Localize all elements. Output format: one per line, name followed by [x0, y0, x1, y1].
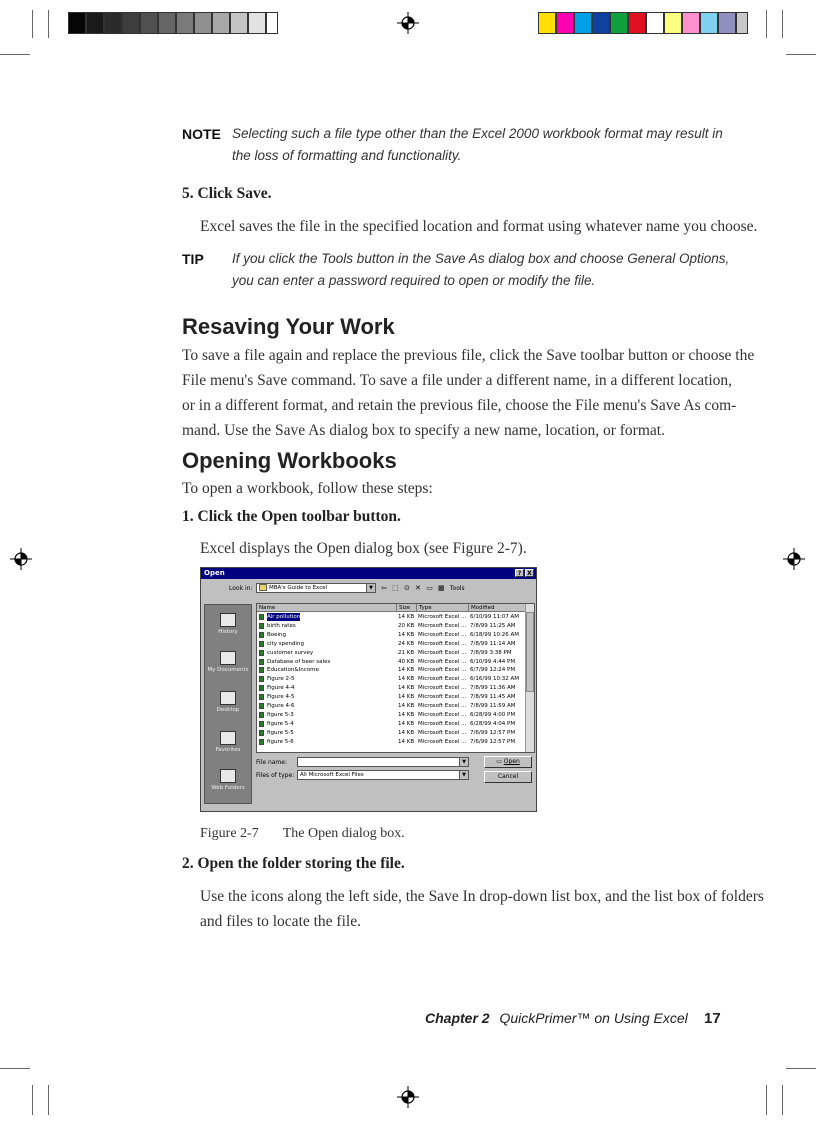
file-type: Microsoft Excel ...: [418, 676, 467, 683]
file-row[interactable]: [257, 666, 527, 674]
step-5-result: Excel saves the file in the specified location and format using whatever name you choose.: [200, 218, 758, 235]
file-size: 14 KB: [398, 703, 415, 709]
resaving-paragraph: To save a file again and replace the previous file, click the Save toolbar button or choose the File menu's Save command. To save a file under a different name, in a different location, or in a different format, and retain the previous file, choose the File menu's Save As com- mand. Use the Save As dialog box to specify a new name, location, or format.: [182, 347, 755, 439]
tools-menu[interactable]: Tools: [449, 585, 465, 592]
desktop-icon: [220, 691, 236, 705]
dialog-toolbar: [381, 583, 501, 593]
file-row[interactable]: [257, 631, 527, 639]
file-row[interactable]: [257, 675, 527, 683]
file-row[interactable]: [257, 711, 527, 719]
file-size: 14 KB: [398, 667, 415, 674]
excel-file-icon: [259, 614, 264, 620]
file-type: Microsoft Excel ...: [418, 711, 467, 718]
file-name: Figure 4-4: [267, 685, 295, 692]
file-type: Microsoft Excel ...: [418, 649, 467, 656]
file-name-label: File name:: [256, 759, 287, 766]
file-type: Microsoft Excel ...: [418, 667, 467, 674]
tip-label: TIP: [182, 251, 204, 267]
new-folder-icon[interactable]: ▭: [426, 584, 433, 592]
figure-caption-text: The Open dialog box.: [282, 826, 405, 841]
file-row[interactable]: [257, 720, 527, 728]
column-header-size[interactable]: Size: [397, 604, 417, 612]
look-in-dropdown[interactable]: MBA's Guide to Excel ▼: [256, 583, 376, 593]
open-button[interactable]: ▭ Open: [484, 756, 532, 768]
file-name: Database of beer sales: [267, 658, 331, 665]
step-5-title: 5. Click Save.: [182, 185, 272, 202]
step-1-result: Excel displays the Open dialog box (see Figure 2-7).: [200, 540, 527, 557]
web-folders-icon: [220, 769, 236, 783]
open-folder-icon: ▭: [496, 758, 504, 765]
tip-text: If you click the Tools button in the Save As dialog box and choose General Options, you can enter a password required to open or modify the file.: [232, 251, 730, 288]
step-2-title: 2. Open the folder storing the file.: [182, 855, 405, 872]
excel-file-icon: [259, 694, 264, 700]
column-header-name[interactable]: Name: [257, 604, 397, 612]
figure-number: Figure 2-7: [200, 826, 259, 841]
file-name: Figure 2-5: [267, 676, 295, 683]
file-modified: 7/6/99 12:57 PM: [470, 729, 516, 736]
file-row[interactable]: [257, 702, 527, 710]
resaving-heading: Resaving Your Work: [182, 314, 395, 339]
up-folder-icon[interactable]: ⬚: [392, 584, 399, 592]
file-type: Microsoft Excel ...: [418, 658, 467, 665]
file-type: Microsoft Excel ...: [418, 720, 467, 727]
file-name: figure 5-5: [267, 729, 294, 736]
file-size: 24 KB: [398, 640, 415, 647]
note-text: Selecting such a file type other than the Excel 2000 workbook format may result in the loss of formatting and functionality.: [232, 126, 723, 163]
column-header-modified[interactable]: Modified: [469, 604, 527, 612]
places-item-history[interactable]: History: [205, 613, 251, 635]
file-row[interactable]: [257, 684, 527, 692]
file-size: 14 KB: [398, 614, 415, 620]
close-button[interactable]: X: [525, 569, 534, 577]
file-modified: 6/10/99 11:07 AM: [470, 614, 520, 620]
favorites-icon: [220, 731, 236, 745]
file-modified: 7/8/99 11:25 AM: [470, 622, 516, 629]
files-of-type-dropdown[interactable]: All Microsoft Excel Files ▼: [297, 770, 469, 780]
opening-intro: To open a workbook, follow these steps:: [182, 480, 433, 497]
search-web-icon[interactable]: ⊙: [403, 584, 410, 592]
file-row[interactable]: [257, 693, 527, 701]
file-size: 14 KB: [398, 711, 415, 718]
file-name: Boeing: [267, 631, 287, 638]
file-name: figure 5-6: [267, 738, 294, 745]
delete-icon[interactable]: ✕: [415, 584, 421, 592]
file-modified: 7/6/99 12:57 PM: [470, 738, 516, 745]
footer-title: QuickPrimer™ on Using Excel: [499, 1010, 688, 1026]
file-size: 14 KB: [398, 694, 415, 701]
excel-file-icon: [259, 659, 264, 665]
file-name: Figure 4-5: [267, 694, 295, 701]
excel-file-icon: [259, 641, 264, 647]
file-row[interactable]: [257, 613, 527, 621]
file-size: 20 KB: [398, 622, 415, 629]
chevron-down-icon: ▼: [459, 771, 468, 779]
file-list[interactable]: [256, 603, 535, 753]
views-icon[interactable]: ▦: [438, 584, 445, 592]
column-header-type[interactable]: Type: [417, 604, 469, 612]
file-row[interactable]: [257, 640, 527, 648]
page-number: 17: [704, 1010, 721, 1027]
file-modified: 7/8/99 11:59 AM: [470, 703, 516, 709]
dialog-title: Open: [204, 569, 225, 577]
file-modified: 6/18/99 10:26 AM: [470, 631, 520, 638]
places-item-my-documents[interactable]: My Documents: [205, 651, 251, 673]
file-list-scrollbar[interactable]: [525, 604, 534, 752]
excel-file-icon: [259, 623, 264, 629]
registration-mark-icon: [397, 12, 419, 34]
files-of-type-label: Files of type:: [256, 772, 295, 779]
file-type: Microsoft Excel ...: [418, 738, 467, 745]
file-type: Microsoft Excel ...: [418, 631, 467, 638]
file-size: 14 KB: [398, 631, 415, 638]
file-modified: 6/16/99 10:32 AM: [470, 676, 520, 683]
file-type: Microsoft Excel ...: [418, 622, 467, 629]
file-type: Microsoft Excel ...: [418, 729, 467, 736]
opening-heading: Opening Workbooks: [182, 448, 397, 473]
file-size: 21 KB: [398, 649, 415, 656]
file-modified: 6/28/99 4:04 PM: [470, 720, 516, 727]
file-size: 14 KB: [398, 676, 415, 683]
file-size: 40 KB: [398, 658, 415, 665]
file-name: figure 5-4: [267, 720, 294, 727]
footer-chapter: Chapter 2: [425, 1010, 490, 1026]
file-name: city spending: [267, 640, 304, 647]
step-1-title: 1. Click the Open toolbar button.: [182, 508, 401, 525]
my-documents-icon: [220, 651, 236, 665]
file-type: Microsoft Excel ...: [418, 614, 467, 620]
scrollbar-thumb[interactable]: [526, 612, 534, 692]
file-modified: 6/7/99 12:24 PM: [470, 667, 516, 674]
open-dialog: [200, 567, 537, 812]
file-row[interactable]: [257, 649, 527, 657]
file-name-input[interactable]: [297, 757, 469, 767]
file-modified: 6/10/99 4:44 PM: [470, 658, 516, 665]
file-type: Microsoft Excel ...: [418, 703, 467, 709]
step-2-instructions: Use the icons along the left side, the Save In drop-down list box, and the list box of folders and files to locate the file.: [200, 888, 764, 930]
places-item-favorites[interactable]: Favorites: [205, 731, 251, 753]
registration-mark-icon: [10, 548, 32, 570]
file-size: 14 KB: [398, 685, 415, 692]
places-item-desktop[interactable]: Desktop: [205, 691, 251, 713]
file-row[interactable]: [257, 622, 527, 630]
file-name: customer survey: [267, 649, 314, 656]
excel-file-icon: [259, 667, 264, 673]
file-row[interactable]: [257, 729, 527, 737]
file-type: Microsoft Excel ...: [418, 640, 467, 647]
file-row[interactable]: [257, 658, 527, 666]
help-button[interactable]: ?: [515, 569, 524, 577]
excel-file-icon: [259, 703, 264, 709]
file-modified: 7/8/99 11:14 AM: [470, 640, 516, 647]
excel-file-icon: [259, 730, 264, 736]
file-name: birth rates: [267, 622, 296, 629]
excel-file-icon: [259, 650, 264, 656]
file-size: 14 KB: [398, 720, 415, 727]
file-modified: 7/8/99 3:38 PM: [470, 649, 512, 656]
dialog-titlebar: [201, 568, 536, 579]
file-name: figure 5-3: [267, 711, 294, 718]
file-name: Air pollution: [267, 614, 301, 620]
excel-file-icon: [259, 632, 264, 638]
running-footer: [425, 1010, 688, 1026]
excel-file-icon: [259, 739, 264, 745]
file-type: Microsoft Excel ...: [418, 685, 467, 692]
registration-mark-icon: [783, 548, 805, 570]
file-modified: 7/8/99 11:36 AM: [470, 685, 516, 692]
registration-mark-icon: [397, 1086, 419, 1108]
chevron-down-icon: ▼: [366, 584, 375, 592]
note-label: NOTE: [182, 126, 221, 142]
excel-file-icon: [259, 676, 264, 682]
places-item-web-folders[interactable]: Web Folders: [205, 769, 251, 791]
folder-icon: [259, 584, 267, 591]
cancel-button[interactable]: Cancel: [484, 771, 532, 783]
excel-file-icon: [259, 685, 264, 691]
look-in-label: Look in:: [229, 585, 253, 592]
file-name: Education&Income: [267, 667, 319, 674]
excel-file-icon: [259, 712, 264, 718]
figure-caption: [200, 826, 405, 842]
places-bar: [204, 604, 252, 804]
file-modified: 7/8/99 11:45 AM: [470, 694, 516, 701]
chevron-down-icon: ▼: [459, 758, 468, 766]
back-icon[interactable]: ⇦: [381, 584, 387, 592]
file-name: Figure 4-6: [267, 703, 295, 709]
file-size: 14 KB: [398, 729, 415, 736]
file-size: 14 KB: [398, 738, 415, 745]
file-modified: 6/28/99 4:00 PM: [470, 711, 516, 718]
file-row[interactable]: [257, 738, 527, 746]
history-icon: [220, 613, 236, 627]
file-type: Microsoft Excel ...: [418, 694, 467, 701]
excel-file-icon: [259, 721, 264, 727]
